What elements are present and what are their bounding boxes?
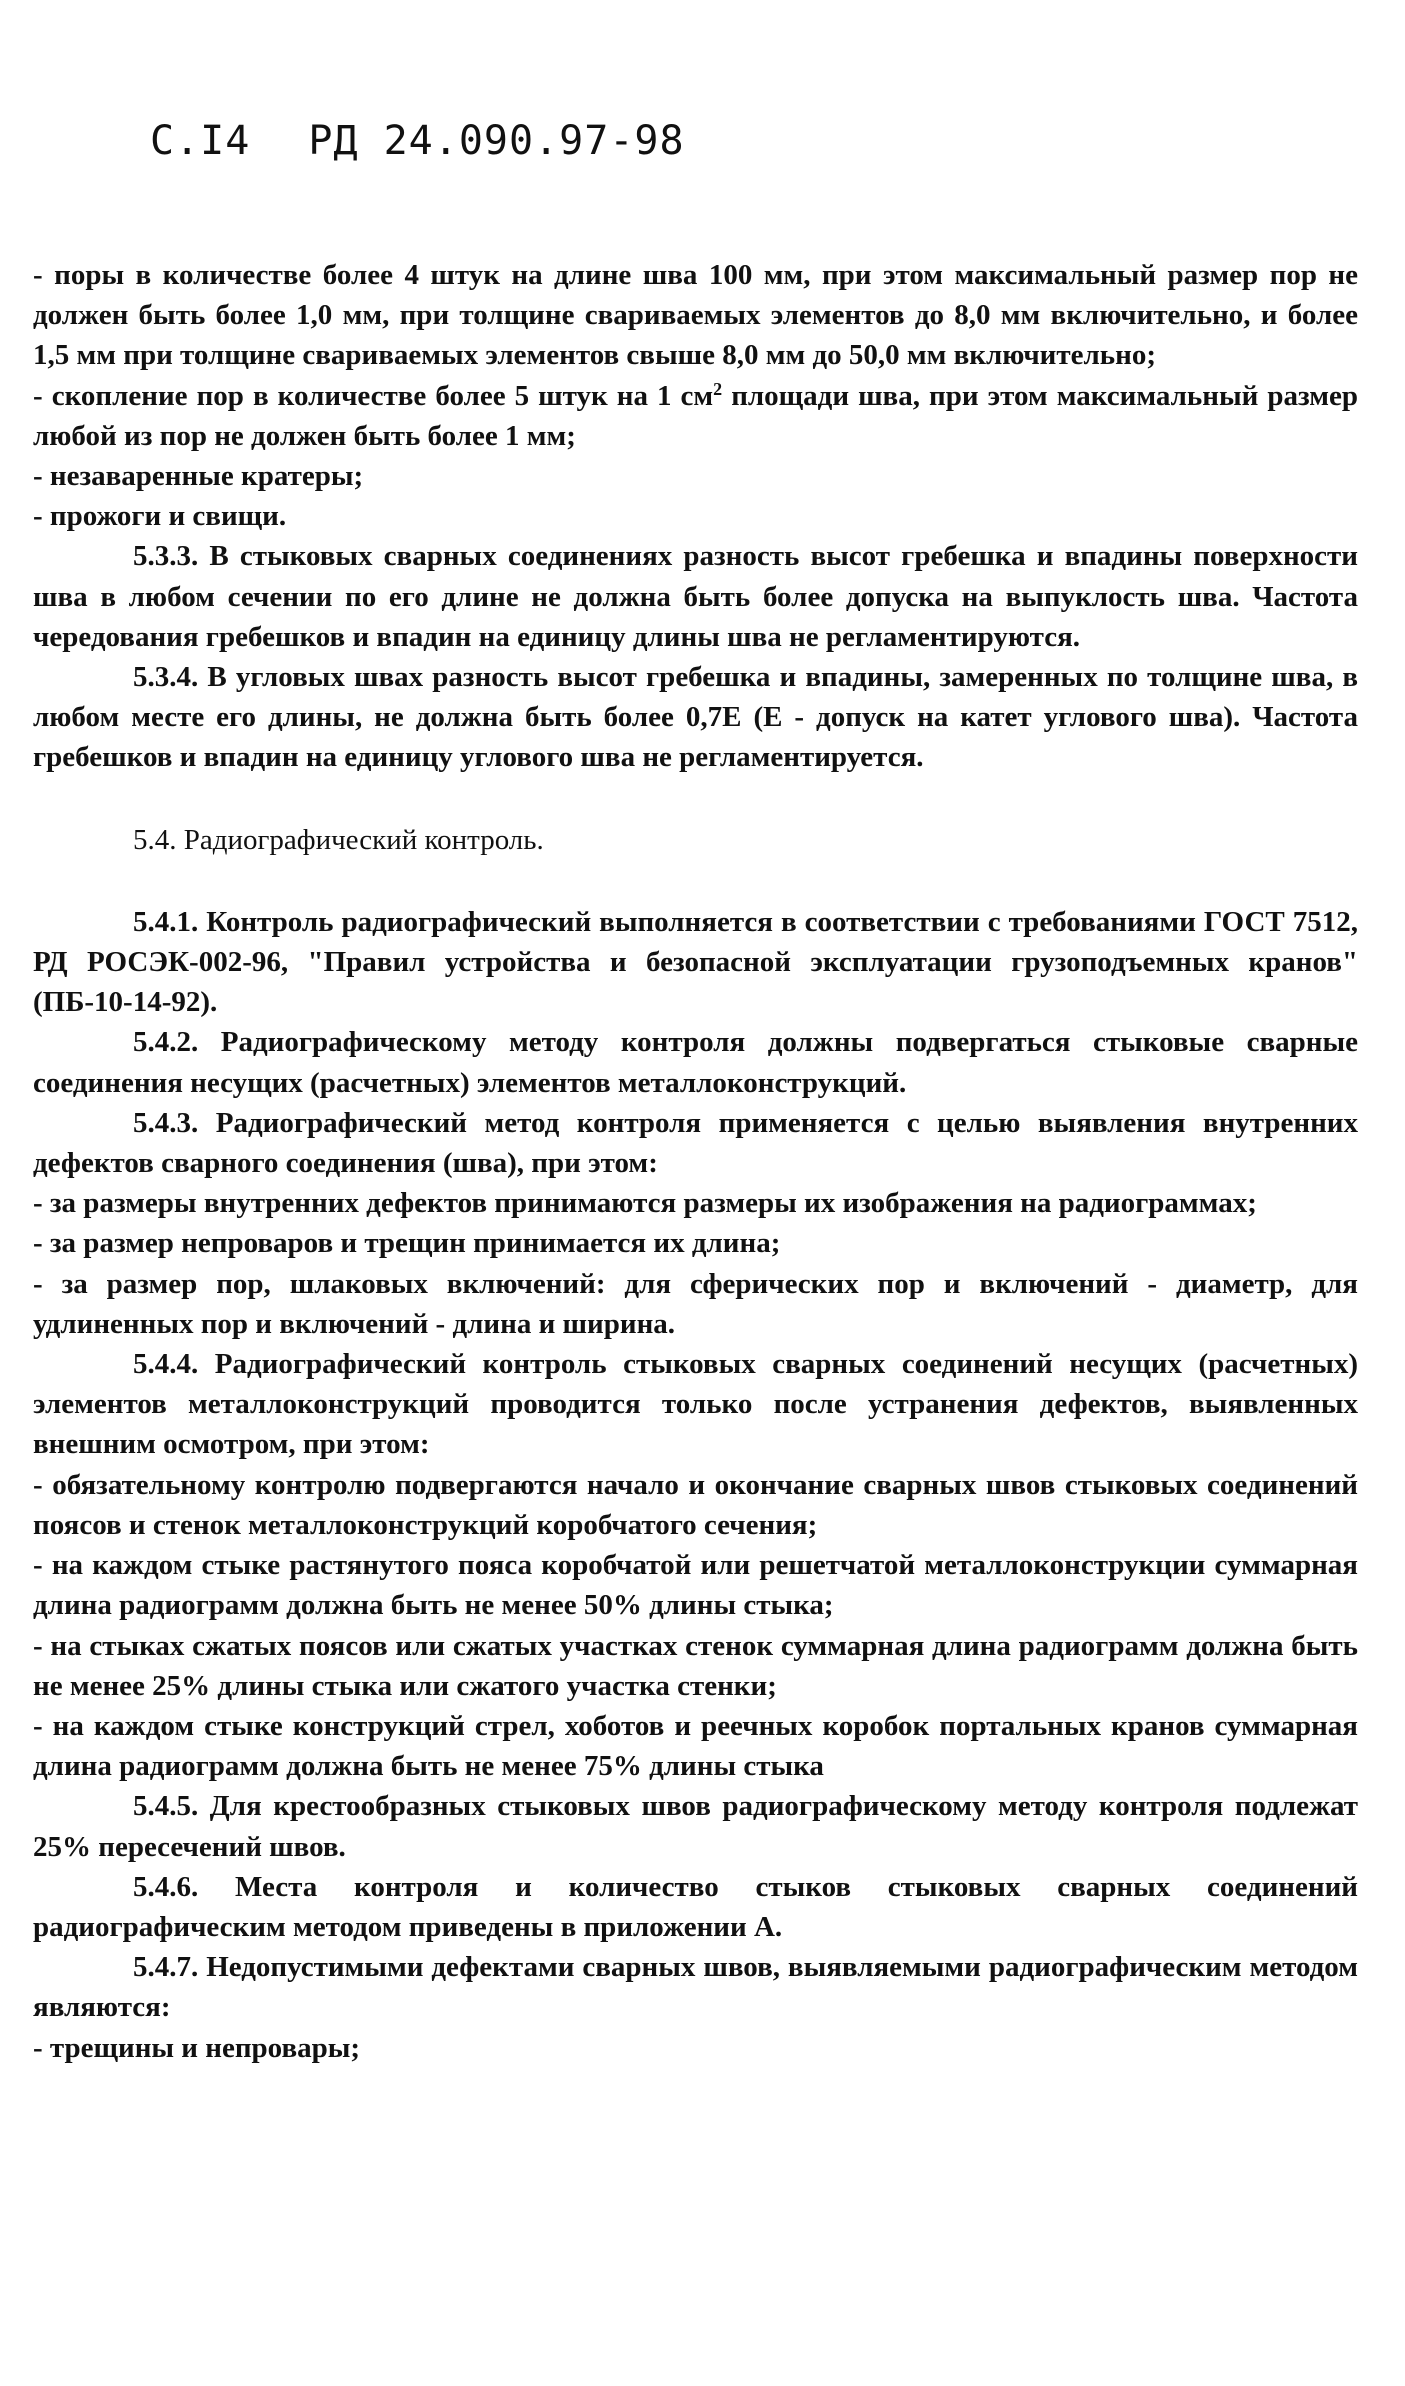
clause-5-3-3: 5.3.3. В стыковых сварных соединениях разность высот гребешка и впадины поверхности шва в любом сечении по его длине не должна быть более допуска на выпуклость шва. Частота чередования гребешков и впадин на единицу длины шва не регламентируются.: [33, 540, 1358, 653]
list-item-tension-chord: - на каждом стыке растянутого пояса коробчатой или решетчатой металлоконструкции суммарная длина радиограмм должна быть не менее 50% длины стыка;: [33, 1549, 1358, 1622]
page-header: [150, 118, 685, 164]
clause-5-4-2: 5.4.2. Радиографическому методу контроля должны подвергаться стыковые сварные соединения несущих (расчетных) элементов металлоконструкций.: [33, 1026, 1358, 1099]
list-item-lack-of-fusion: - за размер непроваров и трещин принимается их длина;: [33, 1227, 781, 1260]
clause-5-4-3: 5.4.3. Радиографический метод контроля применяется с целью выявления внутренних дефектов сварного соединения (шва), при этом:: [33, 1106, 1358, 1180]
list-item-cracks: - трещины и непровары;: [33, 2031, 361, 2064]
clause-5-4-7: 5.4.7. Недопустимыми дефектами сварных швов, выявляемыми радиографическим методом являются:: [33, 1951, 1358, 2024]
paragraph-craters: - незаваренные кратеры;: [33, 460, 364, 493]
document-body: [33, 255, 1358, 2068]
section-title-5-4: 5.4. Радиографический контроль.: [133, 823, 544, 856]
clause-5-4-5: 5.4.5. Для крестообразных стыковых швов радиографическому методу контроля подлежат 25% пересечений швов.: [33, 1790, 1358, 1863]
paragraph-pores-limit: - поры в количестве более 4 штук на длине шва 100 мм, при этом максимальный размер пор не должен быть более 1,0 мм, при толщине свариваемых элементов до 8,0 мм включительно, и более 1,5 мм при толщине свариваемых элементов свыше 8,0 мм до 50,0 мм включительно;: [33, 259, 1358, 372]
document-code: РД 24.090.97-98: [308, 118, 685, 164]
clause-5-4-1: 5.4.1. Контроль радиографический выполняется в соответствии с требованиями ГОСТ 7512, РД РОСЭК-002-96, "Правил устройства и безопасной эксплуатации грузоподъемных кранов"(ПБ-10-14-92).: [33, 905, 1358, 1019]
page-number: С.I4: [150, 118, 251, 164]
clause-5-4-6: 5.4.6. Места контроля и количество стыков стыковых сварных соединений радиографическим методом приведены в приложении А.: [33, 1870, 1358, 1943]
list-item-portal-cranes: - на каждом стыке конструкций стрел, хоботов и реечных коробок портальных кранов суммарная длина радиограмм должна быть не менее 75% длины стыка: [33, 1709, 1358, 1783]
list-item-pores-inclusions: - за размер пор, шлаковых включений: для сферических пор и включений - диаметр, для удлиненных пор и включений - длина и ширина.: [33, 1267, 1358, 1340]
clause-5-3-4: 5.3.4. В угловых швах разность высот гребешка и впадины, замеренных по толщине шва, в любом месте его длины, не должна быть более 0,7Е (Е - допуск на катет углового шва). Частота гребешков и впадин на единицу углового шва не регламентируется.: [33, 661, 1358, 774]
list-item-mandatory-control: - обязательному контролю подвергаются начало и окончание сварных швов стыковых соединений поясов и стенок металлоконструкций коробчатого сечения;: [33, 1468, 1358, 1541]
square-superscript: 2: [713, 378, 723, 399]
paragraph-burnthrough: - прожоги и свищи.: [33, 500, 287, 533]
pore-cluster-text-end: площади шва, при этом максимальный размер любой из пор не должен быть более 1 мм;: [33, 379, 1358, 452]
clause-5-4-4: 5.4.4. Радиографический контроль стыковых сварных соединений несущих (расчетных) элементов металлоконструкций проводится только после устранения дефектов, выявленных внешним осмотром, при этом:: [33, 1348, 1358, 1461]
list-item-defect-size: - за размеры внутренних дефектов принимаются размеры их изображения на радиограммах;: [33, 1187, 1257, 1220]
paragraph-pore-cluster: [33, 376, 1358, 456]
list-item-compressed-chord: - на стыках сжатых поясов или сжатых участках стенок суммарная длина радиограмм должна быть не менее 25% длины стыка или сжатого участка стенки;: [33, 1629, 1358, 1702]
pore-cluster-text: - скопление пор в количестве более 5 штук на 1 см: [33, 379, 714, 412]
